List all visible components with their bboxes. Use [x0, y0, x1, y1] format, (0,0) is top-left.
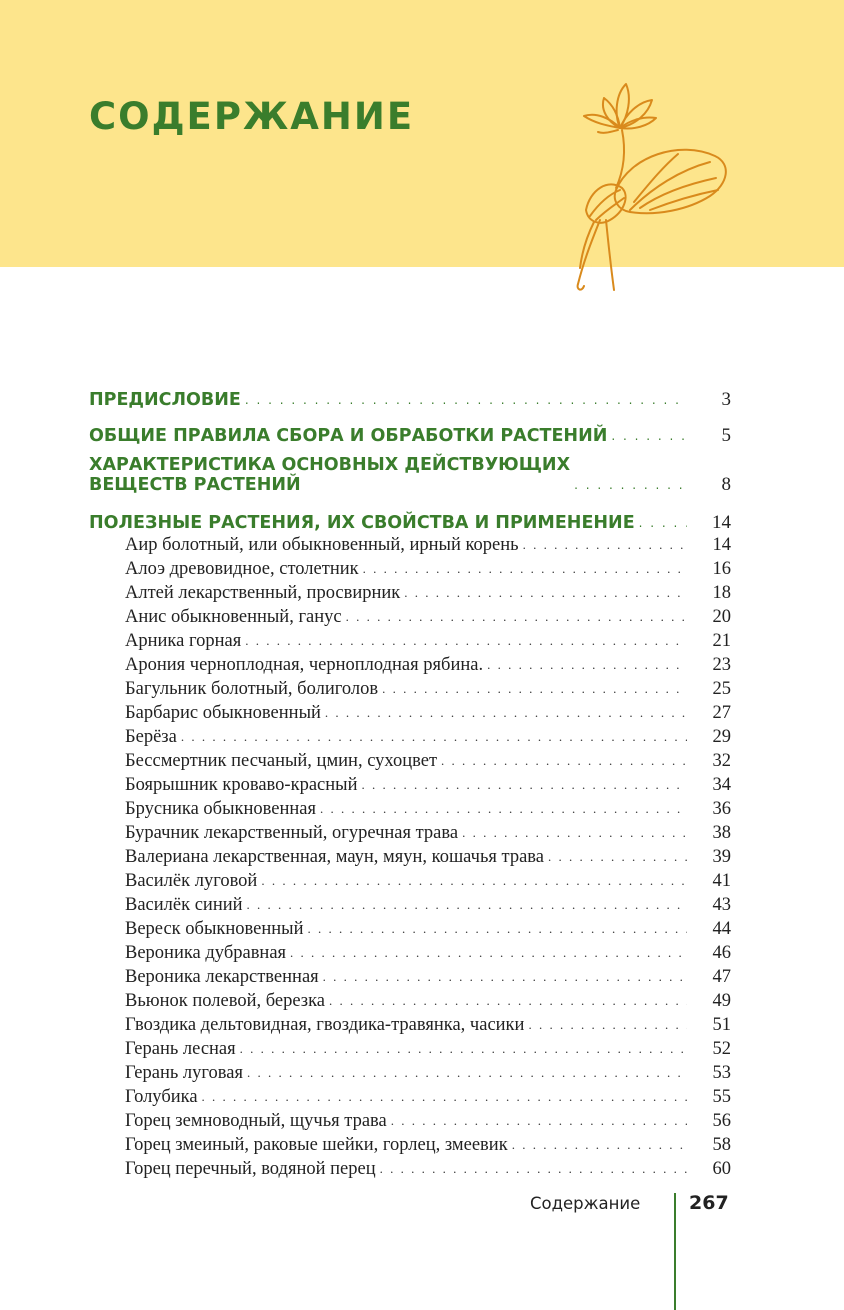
- toc-entry-page: 25: [712, 679, 731, 699]
- dot-leader: [487, 653, 687, 677]
- toc-entry-page: 32: [712, 751, 731, 771]
- dot-leader: [528, 1013, 687, 1037]
- toc-entry[interactable]: [89, 1013, 731, 1037]
- dot-leader: [391, 1109, 687, 1133]
- toc-entry-page: 52: [712, 1039, 731, 1059]
- toc-entry-title: Голубика: [125, 1087, 198, 1107]
- toc-entry-title: Герань лесная: [125, 1039, 236, 1059]
- toc-entry[interactable]: [89, 605, 731, 629]
- toc-entry-title: Василёк синий: [125, 895, 243, 915]
- toc-entry-page: 56: [712, 1111, 731, 1131]
- toc-entry[interactable]: [89, 1085, 731, 1109]
- toc-entry[interactable]: [89, 629, 731, 653]
- footer-divider: [674, 1193, 676, 1310]
- dot-leader: [574, 475, 687, 495]
- toc-entry-page: 36: [712, 799, 731, 819]
- toc-section-title: ПРЕДИСЛОВИЕ: [89, 390, 241, 410]
- dot-leader: [202, 1085, 687, 1109]
- toc-entry-page: 44: [712, 919, 731, 939]
- toc-entry[interactable]: [89, 917, 731, 941]
- toc-section[interactable]: [89, 509, 731, 533]
- page-number: 267: [689, 1192, 729, 1214]
- toc-section[interactable]: [89, 383, 731, 410]
- running-footer-label: Содержание: [530, 1194, 641, 1213]
- dot-leader: [523, 533, 687, 557]
- dot-leader: [404, 581, 687, 605]
- toc-entry-page: 27: [712, 703, 731, 723]
- toc-entry[interactable]: [89, 1061, 731, 1085]
- toc-entry[interactable]: [89, 653, 731, 677]
- toc-section-title-line2: ВЕЩЕСТВ РАСТЕНИЙ: [89, 475, 301, 495]
- toc-entry-title: Багульник болотный, болиголов: [125, 679, 379, 699]
- toc-entry-title: Анис обыкновенный, ганус: [125, 607, 342, 627]
- toc-section-title-line1: ХАРАКТЕРИСТИКА ОСНОВНЫХ ДЕЙСТВУЮЩИХ: [89, 455, 571, 475]
- toc-entry[interactable]: [89, 773, 731, 797]
- toc-entry-page: 41: [712, 871, 731, 891]
- toc-entry-title: Боярышник кроваво-красный: [125, 775, 358, 795]
- toc-section-page: 5: [721, 425, 731, 446]
- toc-entry[interactable]: [89, 557, 731, 581]
- toc-entry-title: Василёк луговой: [125, 871, 258, 891]
- dot-leader: [247, 1061, 687, 1085]
- toc-entry[interactable]: [89, 1037, 731, 1061]
- dot-leader: [308, 917, 688, 941]
- toc-entry[interactable]: [89, 797, 731, 821]
- dot-leader: [325, 701, 687, 725]
- dot-leader: [363, 557, 687, 581]
- toc-entry-page: 60: [712, 1159, 731, 1179]
- toc-entry-title: Герань луговая: [125, 1063, 243, 1083]
- toc-entry[interactable]: [89, 533, 731, 557]
- toc-entry-title: Берёза: [125, 727, 177, 747]
- toc-entry-title: Бурачник лекарственный, огуречная трава: [125, 823, 459, 843]
- dot-leader: [441, 749, 687, 773]
- toc-entry-title: Алтей лекарственный, просвирник: [125, 583, 401, 603]
- toc-entry-title: Бессмертник песчаный, цмин, сухоцвет: [125, 751, 438, 771]
- toc-entry-title: Брусника обыкновенная: [125, 799, 317, 819]
- toc-entry-title: Алоэ древовидное, столетник: [125, 559, 359, 579]
- toc-entry-title: Вероника дубравная: [125, 943, 287, 963]
- toc-entry-title: Арника горная: [125, 631, 242, 651]
- dot-leader: [290, 941, 687, 965]
- toc-entry-page: 49: [712, 991, 731, 1011]
- toc-entry-title: Горец перечный, водяной перец: [125, 1159, 376, 1179]
- toc-entry-title: Вероника лекарственная: [125, 967, 319, 987]
- toc-entry[interactable]: [89, 749, 731, 773]
- dot-leader: [639, 513, 687, 533]
- toc-entry[interactable]: [89, 821, 731, 845]
- toc-entry[interactable]: [89, 725, 731, 749]
- toc-entry-page: 18: [712, 583, 731, 603]
- dot-leader: [382, 677, 687, 701]
- toc-section-title: ПОЛЕЗНЫЕ РАСТЕНИЯ, ИХ СВОЙСТВА И ПРИМЕНЕНИЕ: [89, 513, 635, 533]
- dot-leader: [247, 893, 687, 917]
- dot-leader: [548, 845, 687, 869]
- toc-entry-page: 47: [712, 967, 731, 987]
- toc-entry-page: 55: [712, 1087, 731, 1107]
- toc-entry[interactable]: [89, 893, 731, 917]
- toc-entry-title: Арония черноплодная, черноплодная рябина.: [125, 655, 484, 675]
- toc-entry-page: 20: [712, 607, 731, 627]
- toc-entry-title: Аир болотный, или обыкновенный, ирный корень: [125, 535, 519, 555]
- toc-entry[interactable]: [89, 701, 731, 725]
- toc-entry-page: 21: [712, 631, 731, 651]
- toc-entry[interactable]: [89, 869, 731, 893]
- toc-entry-page: 53: [712, 1063, 731, 1083]
- toc-section-page: 8: [721, 474, 731, 495]
- toc-entry-title: Гвоздика дельтовидная, гвоздика-травянка, часики: [125, 1015, 525, 1035]
- toc-entry-page: 14: [712, 535, 731, 555]
- toc-entry[interactable]: [89, 965, 731, 989]
- dot-leader: [611, 426, 687, 446]
- page-title: СОДЕРЖАНИЕ: [89, 95, 415, 138]
- toc-entry-page: 29: [712, 727, 731, 747]
- toc-entry-title: Вереск обыкновенный: [125, 919, 304, 939]
- toc-entry-page: 38: [712, 823, 731, 843]
- toc-section[interactable]: [89, 455, 731, 495]
- dot-leader: [245, 390, 687, 410]
- dot-leader: [512, 1133, 687, 1157]
- dot-leader: [261, 869, 687, 893]
- toc-entry-page: 58: [712, 1135, 731, 1155]
- dot-leader: [240, 1037, 687, 1061]
- water-lily-icon: [560, 70, 740, 300]
- toc-section-title: ОБЩИЕ ПРАВИЛА СБОРА И ОБРАБОТКИ РАСТЕНИЙ: [89, 426, 608, 446]
- toc-entry-page: 46: [712, 943, 731, 963]
- toc-section-page: 3: [721, 389, 731, 410]
- dot-leader: [346, 605, 687, 629]
- toc-entry[interactable]: [89, 1109, 731, 1133]
- dot-leader: [245, 629, 687, 653]
- dot-leader: [361, 773, 687, 797]
- toc-entry-page: 34: [712, 775, 731, 795]
- toc-entry[interactable]: [89, 1157, 731, 1181]
- dot-leader: [380, 1157, 687, 1181]
- toc-section-page: 14: [712, 512, 731, 533]
- dot-leader: [329, 989, 687, 1013]
- dot-leader: [323, 965, 687, 989]
- dot-leader: [462, 821, 687, 845]
- toc-section[interactable]: [89, 419, 731, 446]
- toc-entry-title: Вьюнок полевой, березка: [125, 991, 326, 1011]
- toc-entry[interactable]: [89, 677, 731, 701]
- toc-entry-page: 23: [712, 655, 731, 675]
- toc-entry[interactable]: [89, 1133, 731, 1157]
- toc-entry-list: [89, 533, 731, 1181]
- toc-entry[interactable]: [89, 989, 731, 1013]
- dot-leader: [181, 725, 687, 749]
- toc-entry-title: Горец земноводный, щучья трава: [125, 1111, 387, 1131]
- toc-entry-page: 39: [712, 847, 731, 867]
- toc-entry-title: Горец змеиный, раковые шейки, горлец, змеевик: [125, 1135, 508, 1155]
- table-of-contents: [89, 383, 731, 1181]
- header-band: [0, 0, 844, 267]
- toc-entry-title: Валериана лекарственная, маун, мяун, кошачья трава: [125, 847, 545, 867]
- dot-leader: [320, 797, 687, 821]
- toc-entry[interactable]: [89, 941, 731, 965]
- toc-entry[interactable]: [89, 581, 731, 605]
- toc-entry-page: 16: [712, 559, 731, 579]
- toc-entry-title: Барбарис обыкновенный: [125, 703, 321, 723]
- toc-entry[interactable]: [89, 845, 731, 869]
- toc-entry-page: 43: [712, 895, 731, 915]
- toc-entry-page: 51: [712, 1015, 731, 1035]
